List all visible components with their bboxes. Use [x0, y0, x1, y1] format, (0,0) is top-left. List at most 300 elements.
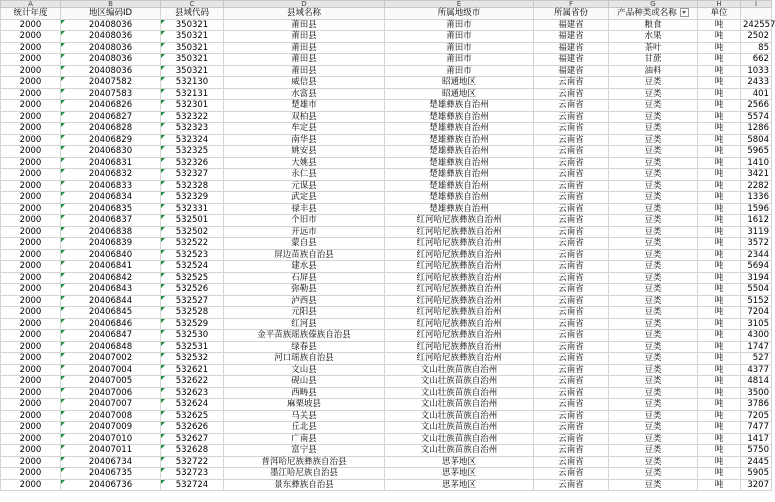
- table-cell[interactable]: 1596: [741, 203, 772, 215]
- table-cell[interactable]: 云南省: [534, 445, 609, 457]
- table-cell[interactable]: 豆类: [609, 445, 698, 457]
- table-cell[interactable]: 姚安县: [224, 146, 385, 158]
- table-cell[interactable]: 532624: [161, 399, 224, 411]
- table-cell[interactable]: 吨: [698, 226, 741, 238]
- table-cell[interactable]: 红河哈尼族彝族自治州: [385, 249, 534, 261]
- table-cell[interactable]: 思茅地区: [385, 479, 534, 491]
- table-cell[interactable]: 莆田市: [385, 42, 534, 54]
- table-cell[interactable]: 红河哈尼族彝族自治州: [385, 318, 534, 330]
- table-cell[interactable]: 1410: [741, 157, 772, 169]
- table-cell[interactable]: 20406844: [61, 295, 161, 307]
- table-cell[interactable]: 吨: [698, 422, 741, 434]
- table-cell[interactable]: 红河哈尼族彝族自治州: [385, 238, 534, 250]
- table-cell[interactable]: 云南省: [534, 307, 609, 319]
- table-cell[interactable]: 4300: [741, 330, 772, 342]
- table-cell[interactable]: 2000: [1, 410, 61, 422]
- table-cell[interactable]: 屏边苗族自治县: [224, 249, 385, 261]
- header-cell[interactable]: [385, 8, 534, 20]
- table-cell[interactable]: 532724: [161, 479, 224, 491]
- table-cell[interactable]: 莆田市: [385, 31, 534, 43]
- table-cell[interactable]: 文山壮族苗族自治州: [385, 422, 534, 434]
- table-cell[interactable]: 豆类: [609, 376, 698, 388]
- table-cell[interactable]: 2000: [1, 364, 61, 376]
- table-cell[interactable]: 2000: [1, 146, 61, 158]
- table-cell[interactable]: 砚山县: [224, 376, 385, 388]
- table-cell[interactable]: 豆类: [609, 410, 698, 422]
- table-cell[interactable]: 532527: [161, 295, 224, 307]
- table-cell[interactable]: 豆类: [609, 123, 698, 135]
- table-cell[interactable]: 牟定县: [224, 123, 385, 135]
- table-cell[interactable]: 蒙自县: [224, 238, 385, 250]
- table-cell[interactable]: 2000: [1, 192, 61, 204]
- table-cell[interactable]: 3572: [741, 238, 772, 250]
- table-cell[interactable]: 豆类: [609, 180, 698, 192]
- table-cell[interactable]: 2000: [1, 65, 61, 77]
- table-cell[interactable]: 莆田市: [385, 65, 534, 77]
- table-cell[interactable]: 景东彝族自治县: [224, 479, 385, 491]
- table-cell[interactable]: 2000: [1, 353, 61, 365]
- table-cell[interactable]: 2000: [1, 203, 61, 215]
- table-cell[interactable]: 2000: [1, 376, 61, 388]
- table-cell[interactable]: 532621: [161, 364, 224, 376]
- table-cell[interactable]: 云南省: [534, 330, 609, 342]
- table-cell[interactable]: 1033: [741, 65, 772, 77]
- table-cell[interactable]: 云南省: [534, 284, 609, 296]
- table-cell[interactable]: 2000: [1, 238, 61, 250]
- table-cell[interactable]: 5574: [741, 111, 772, 123]
- table-cell[interactable]: 85: [741, 42, 772, 54]
- table-cell[interactable]: 2502: [741, 31, 772, 43]
- table-cell[interactable]: 个旧市: [224, 215, 385, 227]
- table-cell[interactable]: 532723: [161, 468, 224, 480]
- table-cell[interactable]: 豆类: [609, 456, 698, 468]
- table-cell[interactable]: 墨江哈尼族自治县: [224, 468, 385, 480]
- table-cell[interactable]: 7477: [741, 422, 772, 434]
- table-cell[interactable]: 2000: [1, 42, 61, 54]
- table-cell[interactable]: 532301: [161, 100, 224, 112]
- table-cell[interactable]: 20408036: [61, 54, 161, 66]
- table-cell[interactable]: 4814: [741, 376, 772, 388]
- table-cell[interactable]: 20406846: [61, 318, 161, 330]
- table-cell[interactable]: 吨: [698, 433, 741, 445]
- table-cell[interactable]: 5804: [741, 134, 772, 146]
- table-cell[interactable]: 401: [741, 88, 772, 100]
- table-cell[interactable]: 云南省: [534, 364, 609, 376]
- table-cell[interactable]: 2344: [741, 249, 772, 261]
- table-cell[interactable]: 楚雄彝族自治州: [385, 169, 534, 181]
- table-cell[interactable]: 云南省: [534, 146, 609, 158]
- table-cell[interactable]: 豆类: [609, 399, 698, 411]
- table-cell[interactable]: 吨: [698, 410, 741, 422]
- table-cell[interactable]: 2000: [1, 468, 61, 480]
- table-cell[interactable]: 532529: [161, 318, 224, 330]
- table-cell[interactable]: 20407004: [61, 364, 161, 376]
- table-cell[interactable]: 5504: [741, 284, 772, 296]
- table-cell[interactable]: 豆类: [609, 215, 698, 227]
- column-header-f[interactable]: F: [534, 1, 609, 8]
- table-cell[interactable]: 2000: [1, 318, 61, 330]
- table-cell[interactable]: 2000: [1, 31, 61, 43]
- table-cell[interactable]: 20406734: [61, 456, 161, 468]
- table-cell[interactable]: 楚雄彝族自治州: [385, 203, 534, 215]
- table-cell[interactable]: 豆类: [609, 100, 698, 112]
- table-cell[interactable]: 吨: [698, 54, 741, 66]
- column-header-h[interactable]: H: [698, 1, 741, 8]
- table-cell[interactable]: 532131: [161, 88, 224, 100]
- table-cell[interactable]: 吨: [698, 169, 741, 181]
- table-cell[interactable]: 建水县: [224, 261, 385, 273]
- table-cell[interactable]: 3119: [741, 226, 772, 238]
- table-cell[interactable]: 532323: [161, 123, 224, 135]
- table-cell[interactable]: 元谋县: [224, 180, 385, 192]
- table-cell[interactable]: 石屏县: [224, 272, 385, 284]
- table-cell[interactable]: 吨: [698, 445, 741, 457]
- table-cell[interactable]: 油料: [609, 65, 698, 77]
- table-cell[interactable]: 20406834: [61, 192, 161, 204]
- table-cell[interactable]: 昭通地区: [385, 88, 534, 100]
- table-cell[interactable]: 5965: [741, 146, 772, 158]
- table-cell[interactable]: 7205: [741, 410, 772, 422]
- table-cell[interactable]: 南华县: [224, 134, 385, 146]
- table-cell[interactable]: 楚雄彝族自治州: [385, 192, 534, 204]
- table-cell[interactable]: 吨: [698, 157, 741, 169]
- header-cell[interactable]: [741, 8, 772, 20]
- table-cell[interactable]: 2566: [741, 100, 772, 112]
- table-cell[interactable]: 云南省: [534, 376, 609, 388]
- column-header-e[interactable]: E: [385, 1, 534, 8]
- table-cell[interactable]: 吨: [698, 376, 741, 388]
- table-cell[interactable]: 吨: [698, 192, 741, 204]
- table-cell[interactable]: 云南省: [534, 353, 609, 365]
- table-cell[interactable]: 20407009: [61, 422, 161, 434]
- table-cell[interactable]: 2000: [1, 272, 61, 284]
- table-cell[interactable]: 532627: [161, 433, 224, 445]
- table-cell[interactable]: 福建省: [534, 31, 609, 43]
- table-cell[interactable]: 532528: [161, 307, 224, 319]
- table-cell[interactable]: 云南省: [534, 272, 609, 284]
- table-cell[interactable]: 532530: [161, 330, 224, 342]
- table-cell[interactable]: 20406843: [61, 284, 161, 296]
- table-cell[interactable]: 豆类: [609, 307, 698, 319]
- table-cell[interactable]: 3105: [741, 318, 772, 330]
- header-cell[interactable]: [161, 8, 224, 20]
- table-cell[interactable]: 吨: [698, 284, 741, 296]
- table-cell[interactable]: 红河哈尼族彝族自治州: [385, 330, 534, 342]
- table-cell[interactable]: 普洱哈尼族彝族自治县: [224, 456, 385, 468]
- table-cell[interactable]: 红河哈尼族彝族自治州: [385, 226, 534, 238]
- table-cell[interactable]: 云南省: [534, 295, 609, 307]
- table-cell[interactable]: 莆田县: [224, 54, 385, 66]
- table-cell[interactable]: 20407006: [61, 387, 161, 399]
- table-cell[interactable]: 7204: [741, 307, 772, 319]
- table-cell[interactable]: 吨: [698, 180, 741, 192]
- table-cell[interactable]: 莆田县: [224, 19, 385, 31]
- table-cell[interactable]: 吨: [698, 341, 741, 353]
- table-cell[interactable]: 532623: [161, 387, 224, 399]
- table-cell[interactable]: 662: [741, 54, 772, 66]
- table-cell[interactable]: 永仁县: [224, 169, 385, 181]
- table-cell[interactable]: 红河哈尼族彝族自治州: [385, 295, 534, 307]
- table-cell[interactable]: 532628: [161, 445, 224, 457]
- table-cell[interactable]: 3786: [741, 399, 772, 411]
- table-cell[interactable]: 云南省: [534, 249, 609, 261]
- table-cell[interactable]: 532322: [161, 111, 224, 123]
- table-cell[interactable]: 文山壮族苗族自治州: [385, 399, 534, 411]
- table-cell[interactable]: 20406828: [61, 123, 161, 135]
- table-cell[interactable]: 吨: [698, 238, 741, 250]
- table-cell[interactable]: 吨: [698, 468, 741, 480]
- table-cell[interactable]: 20406841: [61, 261, 161, 273]
- table-cell[interactable]: 豆类: [609, 77, 698, 89]
- table-cell[interactable]: 豆类: [609, 422, 698, 434]
- table-cell[interactable]: 20406838: [61, 226, 161, 238]
- table-cell[interactable]: 云南省: [534, 157, 609, 169]
- table-cell[interactable]: 红河哈尼族彝族自治州: [385, 261, 534, 273]
- table-cell[interactable]: 马关县: [224, 410, 385, 422]
- table-cell[interactable]: 豆类: [609, 284, 698, 296]
- header-cell[interactable]: [224, 8, 385, 20]
- table-cell[interactable]: 532523: [161, 249, 224, 261]
- table-cell[interactable]: 金平苗族瑶族傣族自治县: [224, 330, 385, 342]
- table-cell[interactable]: 豆类: [609, 387, 698, 399]
- table-cell[interactable]: 吨: [698, 261, 741, 273]
- table-cell[interactable]: 水果: [609, 31, 698, 43]
- table-cell[interactable]: 5694: [741, 261, 772, 273]
- table-cell[interactable]: 红河哈尼族彝族自治州: [385, 284, 534, 296]
- table-cell[interactable]: 350321: [161, 42, 224, 54]
- table-cell[interactable]: 2000: [1, 295, 61, 307]
- table-cell[interactable]: 532324: [161, 134, 224, 146]
- table-cell[interactable]: 双柏县: [224, 111, 385, 123]
- table-cell[interactable]: 532532: [161, 353, 224, 365]
- table-cell[interactable]: 吨: [698, 123, 741, 135]
- table-cell[interactable]: 5905: [741, 468, 772, 480]
- table-cell[interactable]: 云南省: [534, 341, 609, 353]
- table-cell[interactable]: 2000: [1, 341, 61, 353]
- table-cell[interactable]: 豆类: [609, 272, 698, 284]
- table-cell[interactable]: 20407008: [61, 410, 161, 422]
- table-cell[interactable]: 武定县: [224, 192, 385, 204]
- table-cell[interactable]: 2000: [1, 399, 61, 411]
- column-header-b[interactable]: B: [61, 1, 161, 8]
- table-cell[interactable]: 532525: [161, 272, 224, 284]
- table-cell[interactable]: 532328: [161, 180, 224, 192]
- header-cell[interactable]: [609, 8, 698, 20]
- table-cell[interactable]: 豆类: [609, 364, 698, 376]
- table-cell[interactable]: 吨: [698, 318, 741, 330]
- table-cell[interactable]: 豆类: [609, 249, 698, 261]
- table-cell[interactable]: 云南省: [534, 456, 609, 468]
- table-cell[interactable]: 3194: [741, 272, 772, 284]
- table-cell[interactable]: 1417: [741, 433, 772, 445]
- table-cell[interactable]: 532531: [161, 341, 224, 353]
- table-cell[interactable]: 红河哈尼族彝族自治州: [385, 341, 534, 353]
- table-cell[interactable]: 云南省: [534, 192, 609, 204]
- table-cell[interactable]: 3500: [741, 387, 772, 399]
- table-cell[interactable]: 元阳县: [224, 307, 385, 319]
- table-cell[interactable]: 20406840: [61, 249, 161, 261]
- table-cell[interactable]: 2000: [1, 88, 61, 100]
- table-cell[interactable]: 20406835: [61, 203, 161, 215]
- table-cell[interactable]: 527: [741, 353, 772, 365]
- table-cell[interactable]: 2000: [1, 422, 61, 434]
- table-cell[interactable]: 文山壮族苗族自治州: [385, 410, 534, 422]
- table-cell[interactable]: 禄丰县: [224, 203, 385, 215]
- table-cell[interactable]: 2282: [741, 180, 772, 192]
- table-cell[interactable]: 云南省: [534, 261, 609, 273]
- table-cell[interactable]: 吨: [698, 88, 741, 100]
- table-cell[interactable]: 豆类: [609, 157, 698, 169]
- table-cell[interactable]: 吨: [698, 65, 741, 77]
- table-cell[interactable]: 3421: [741, 169, 772, 181]
- table-cell[interactable]: 2000: [1, 19, 61, 31]
- table-cell[interactable]: 豆类: [609, 330, 698, 342]
- table-cell[interactable]: 文山壮族苗族自治州: [385, 445, 534, 457]
- table-cell[interactable]: 20408036: [61, 19, 161, 31]
- table-cell[interactable]: 532522: [161, 238, 224, 250]
- table-cell[interactable]: 云南省: [534, 238, 609, 250]
- table-cell[interactable]: 20406845: [61, 307, 161, 319]
- table-cell[interactable]: 楚雄彝族自治州: [385, 100, 534, 112]
- table-cell[interactable]: 20406829: [61, 134, 161, 146]
- table-cell[interactable]: 3207: [741, 479, 772, 491]
- table-cell[interactable]: 532501: [161, 215, 224, 227]
- table-cell[interactable]: 4377: [741, 364, 772, 376]
- table-cell[interactable]: 豆类: [609, 318, 698, 330]
- table-cell[interactable]: 20406826: [61, 100, 161, 112]
- table-cell[interactable]: 莆田县: [224, 42, 385, 54]
- table-cell[interactable]: 福建省: [534, 65, 609, 77]
- table-cell[interactable]: 20406837: [61, 215, 161, 227]
- filter-dropdown-icon[interactable]: [680, 8, 689, 17]
- table-cell[interactable]: 开远市: [224, 226, 385, 238]
- table-cell[interactable]: 吨: [698, 295, 741, 307]
- table-cell[interactable]: 文山壮族苗族自治州: [385, 376, 534, 388]
- table-cell[interactable]: 云南省: [534, 134, 609, 146]
- table-cell[interactable]: 532622: [161, 376, 224, 388]
- table-cell[interactable]: 1747: [741, 341, 772, 353]
- table-cell[interactable]: 532331: [161, 203, 224, 215]
- table-cell[interactable]: 云南省: [534, 468, 609, 480]
- table-cell[interactable]: 2000: [1, 123, 61, 135]
- table-cell[interactable]: 莆田市: [385, 54, 534, 66]
- table-cell[interactable]: 5750: [741, 445, 772, 457]
- table-cell[interactable]: 20407011: [61, 445, 161, 457]
- table-cell[interactable]: 红河县: [224, 318, 385, 330]
- table-cell[interactable]: 2000: [1, 54, 61, 66]
- table-cell[interactable]: 云南省: [534, 123, 609, 135]
- table-cell[interactable]: 2000: [1, 261, 61, 273]
- table-cell[interactable]: 吨: [698, 77, 741, 89]
- table-cell[interactable]: 云南省: [534, 387, 609, 399]
- table-cell[interactable]: 楚雄彝族自治州: [385, 134, 534, 146]
- table-cell[interactable]: 1286: [741, 123, 772, 135]
- table-cell[interactable]: 茶叶: [609, 42, 698, 54]
- table-cell[interactable]: 麻栗坡县: [224, 399, 385, 411]
- table-cell[interactable]: 350321: [161, 65, 224, 77]
- table-cell[interactable]: 豆类: [609, 341, 698, 353]
- table-cell[interactable]: 20406847: [61, 330, 161, 342]
- table-cell[interactable]: 2000: [1, 479, 61, 491]
- table-cell[interactable]: 云南省: [534, 169, 609, 181]
- column-header-i[interactable]: I: [741, 1, 772, 8]
- table-cell[interactable]: 吨: [698, 330, 741, 342]
- table-cell[interactable]: 吨: [698, 203, 741, 215]
- table-cell[interactable]: 豆类: [609, 295, 698, 307]
- table-cell[interactable]: 西畴县: [224, 387, 385, 399]
- table-cell[interactable]: 云南省: [534, 77, 609, 89]
- table-cell[interactable]: 楚雄彝族自治州: [385, 157, 534, 169]
- table-cell[interactable]: 云南省: [534, 479, 609, 491]
- table-cell[interactable]: 甘蔗: [609, 54, 698, 66]
- table-cell[interactable]: 2445: [741, 456, 772, 468]
- table-cell[interactable]: 楚雄彝族自治州: [385, 111, 534, 123]
- table-cell[interactable]: 吨: [698, 134, 741, 146]
- table-cell[interactable]: 532722: [161, 456, 224, 468]
- table-cell[interactable]: 2000: [1, 445, 61, 457]
- table-cell[interactable]: 2000: [1, 433, 61, 445]
- table-cell[interactable]: 吨: [698, 387, 741, 399]
- table-cell[interactable]: 532130: [161, 77, 224, 89]
- table-cell[interactable]: 20408036: [61, 65, 161, 77]
- table-cell[interactable]: 20406735: [61, 468, 161, 480]
- table-cell[interactable]: 20407002: [61, 353, 161, 365]
- table-cell[interactable]: 豆类: [609, 146, 698, 158]
- table-cell[interactable]: 丘北县: [224, 422, 385, 434]
- table-cell[interactable]: 2000: [1, 226, 61, 238]
- table-cell[interactable]: 532329: [161, 192, 224, 204]
- table-cell[interactable]: 云南省: [534, 88, 609, 100]
- table-cell[interactable]: 20407583: [61, 88, 161, 100]
- header-cell[interactable]: [534, 8, 609, 20]
- table-cell[interactable]: 242557: [741, 19, 772, 31]
- table-cell[interactable]: 思茅地区: [385, 468, 534, 480]
- table-cell[interactable]: 豆类: [609, 479, 698, 491]
- column-header-c[interactable]: C: [161, 1, 224, 8]
- table-cell[interactable]: 弥勒县: [224, 284, 385, 296]
- table-cell[interactable]: 豆类: [609, 238, 698, 250]
- table-cell[interactable]: 河口瑶族自治县: [224, 353, 385, 365]
- table-cell[interactable]: 云南省: [534, 399, 609, 411]
- table-cell[interactable]: 云南省: [534, 226, 609, 238]
- table-cell[interactable]: 2000: [1, 100, 61, 112]
- table-cell[interactable]: 532526: [161, 284, 224, 296]
- table-cell[interactable]: 楚雄市: [224, 100, 385, 112]
- table-cell[interactable]: 楚雄彝族自治州: [385, 146, 534, 158]
- table-cell[interactable]: 20406842: [61, 272, 161, 284]
- table-cell[interactable]: 云南省: [534, 100, 609, 112]
- table-cell[interactable]: 豆类: [609, 261, 698, 273]
- table-cell[interactable]: 2000: [1, 330, 61, 342]
- table-cell[interactable]: 云南省: [534, 180, 609, 192]
- table-cell[interactable]: 红河哈尼族彝族自治州: [385, 272, 534, 284]
- table-cell[interactable]: 吨: [698, 215, 741, 227]
- table-cell[interactable]: 吨: [698, 307, 741, 319]
- table-cell[interactable]: 云南省: [534, 215, 609, 227]
- table-cell[interactable]: 2000: [1, 307, 61, 319]
- table-cell[interactable]: 豆类: [609, 226, 698, 238]
- table-cell[interactable]: 豆类: [609, 134, 698, 146]
- table-cell[interactable]: 2000: [1, 387, 61, 399]
- table-cell[interactable]: 350321: [161, 31, 224, 43]
- table-cell[interactable]: 20407582: [61, 77, 161, 89]
- table-cell[interactable]: 20407010: [61, 433, 161, 445]
- table-cell[interactable]: 文山壮族苗族自治州: [385, 433, 534, 445]
- table-cell[interactable]: 20408036: [61, 31, 161, 43]
- table-cell[interactable]: 2000: [1, 134, 61, 146]
- table-cell[interactable]: 吨: [698, 249, 741, 261]
- table-cell[interactable]: 532524: [161, 261, 224, 273]
